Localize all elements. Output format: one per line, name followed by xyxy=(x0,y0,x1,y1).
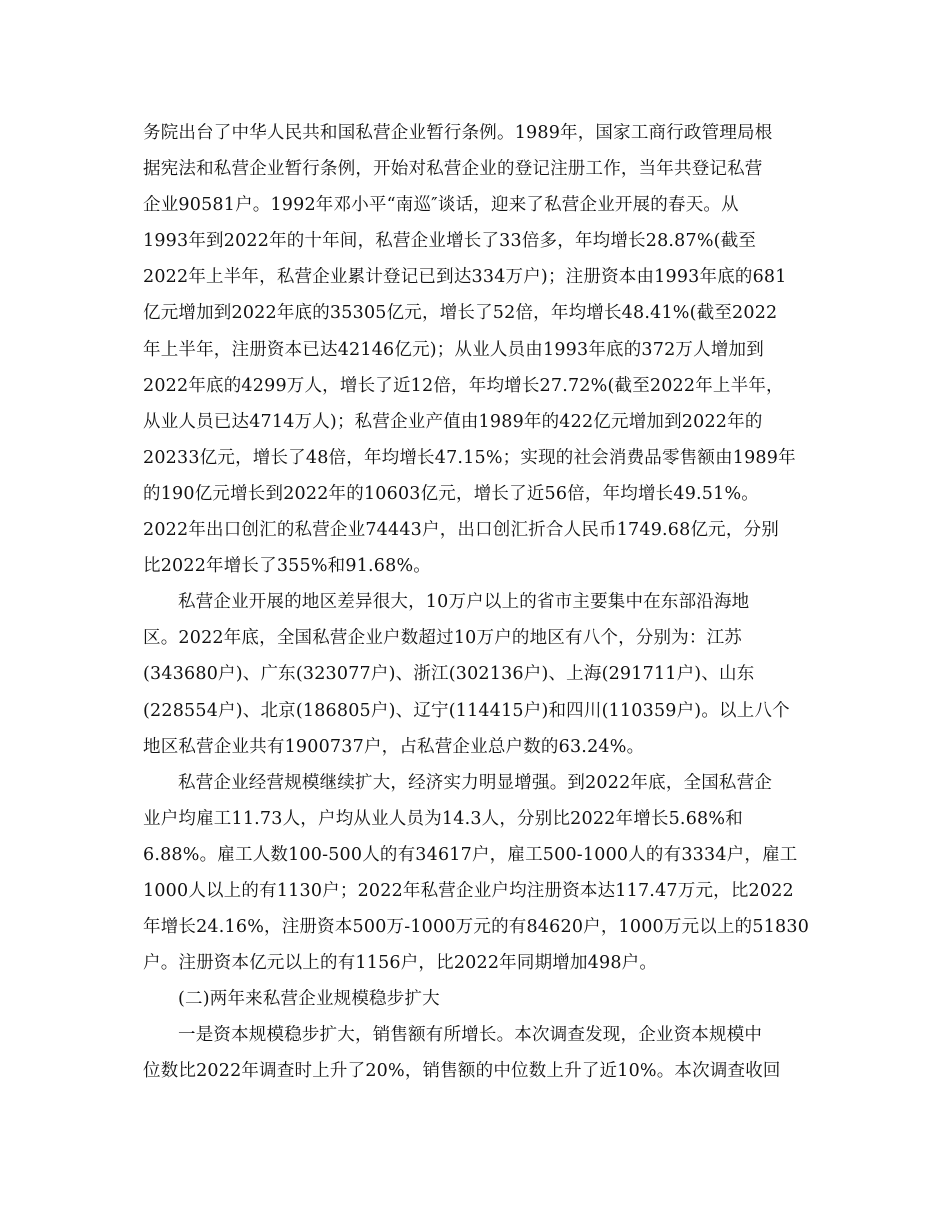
paragraph-2 xyxy=(143,584,813,764)
text-line: 户。注册资本亿元以上的有1156户，比2022年同期增加498户。 xyxy=(143,953,658,974)
text-line: 一是资本规模稳步扩大，销售额有所增长。本次调查发现，企业资本规模中 xyxy=(178,1025,763,1046)
text-line: 年上半年，注册资本已达42146亿元)；从业人员由1993年底的372万人增加到 xyxy=(143,339,764,360)
paragraph-3 xyxy=(143,765,813,982)
text-line: 从业人员已达4714万人)；私营企业产值由1989年的422亿元增加到2022年的 xyxy=(143,411,763,432)
text-line: 据宪法和私营企业暂行条例，开始对私营企业的登记注册工作，当年共登记私营 xyxy=(143,159,763,180)
heading-line: (二)两年来私营企业规模稳步扩大 xyxy=(178,989,440,1010)
text-line: 1993年到2022年的十年间，私营企业增长了33倍多，年均增长28.87%(截至 xyxy=(143,231,757,252)
text-line: 区。2022年底，全国私营企业户数超过10万户的地区有八个，分别为：江苏 xyxy=(143,628,743,649)
text-line: 地区私营企业共有1900737户，占私营企业总户数的63.24%。 xyxy=(143,736,645,757)
paragraph-4 xyxy=(143,1017,813,1089)
text-line: 企业90581户。1992年邓小平“南巡″谈话，迎来了私营企业开展的春天。从 xyxy=(143,195,739,216)
paragraph-1 xyxy=(143,115,813,584)
text-line: 20233亿元，增长了48倍，年均增长47.15%；实现的社会消费品零售额由1989年 xyxy=(143,447,796,468)
text-line: (228554户)、北京(186805户)、辽宁(114415户)和四川(110359户)。以上八个 xyxy=(143,700,790,721)
text-line: 位数比2022年调查时上升了20%，销售额的中位数上升了近10%。本次调查收回 xyxy=(143,1061,781,1082)
text-line: 比2022年增长了355%和91.68%。 xyxy=(143,556,431,577)
text-line: 2022年底的4299万人，增长了近12倍，年均增长27.72%(截至2022年上半年， xyxy=(143,375,784,396)
text-line: 的190亿元增长到2022年的10603亿元，增长了近56倍，年均增长49.51%。 xyxy=(143,483,760,504)
text-line: 私营企业经营规模继续扩大，经济实力明显增强。到2022年底，全国私营企 xyxy=(178,772,773,793)
text-line: 2022年上半年，私营企业累计登记已到达334万户)；注册资本由1993年底的681 xyxy=(143,267,787,288)
text-line: 亿元增加到2022年底的35305亿元，增长了52倍，年均增长48.41%(截至2022 xyxy=(143,303,778,324)
text-line: 业户均雇工11.73人，户均从业人员为14.3人，分别比2022年增长5.68%和 xyxy=(143,808,743,829)
text-line: 6.88%。雇工人数100-500人的有34617户，雇工500-1000人的有3334户，雇工 xyxy=(143,844,798,865)
text-line: 年增长24.16%，注册资本500万-1000万元的有84620户，1000万元以上的51830 xyxy=(143,917,810,938)
section-heading xyxy=(143,981,813,1017)
text-line: 1000人以上的有1130户；2022年私营企业户均注册资本达117.47万元，比2022 xyxy=(143,880,794,901)
text-line: 私营企业开展的地区差异很大，10万户以上的省市主要集中在东部沿海地 xyxy=(178,592,750,613)
text-line: 务院出台了中华人民共和国私营企业暂行条例。1989年，国家工商行政管理局根 xyxy=(143,123,773,143)
text-line: (343680户)、广东(323077户)、浙江(302136户)、上海(291711户)、山东 xyxy=(143,664,755,685)
text-line: 2022年出口创汇的私营企业74443户，出口创汇折合人民币1749.68亿元，分别 xyxy=(143,520,779,541)
document-page xyxy=(143,115,813,1090)
